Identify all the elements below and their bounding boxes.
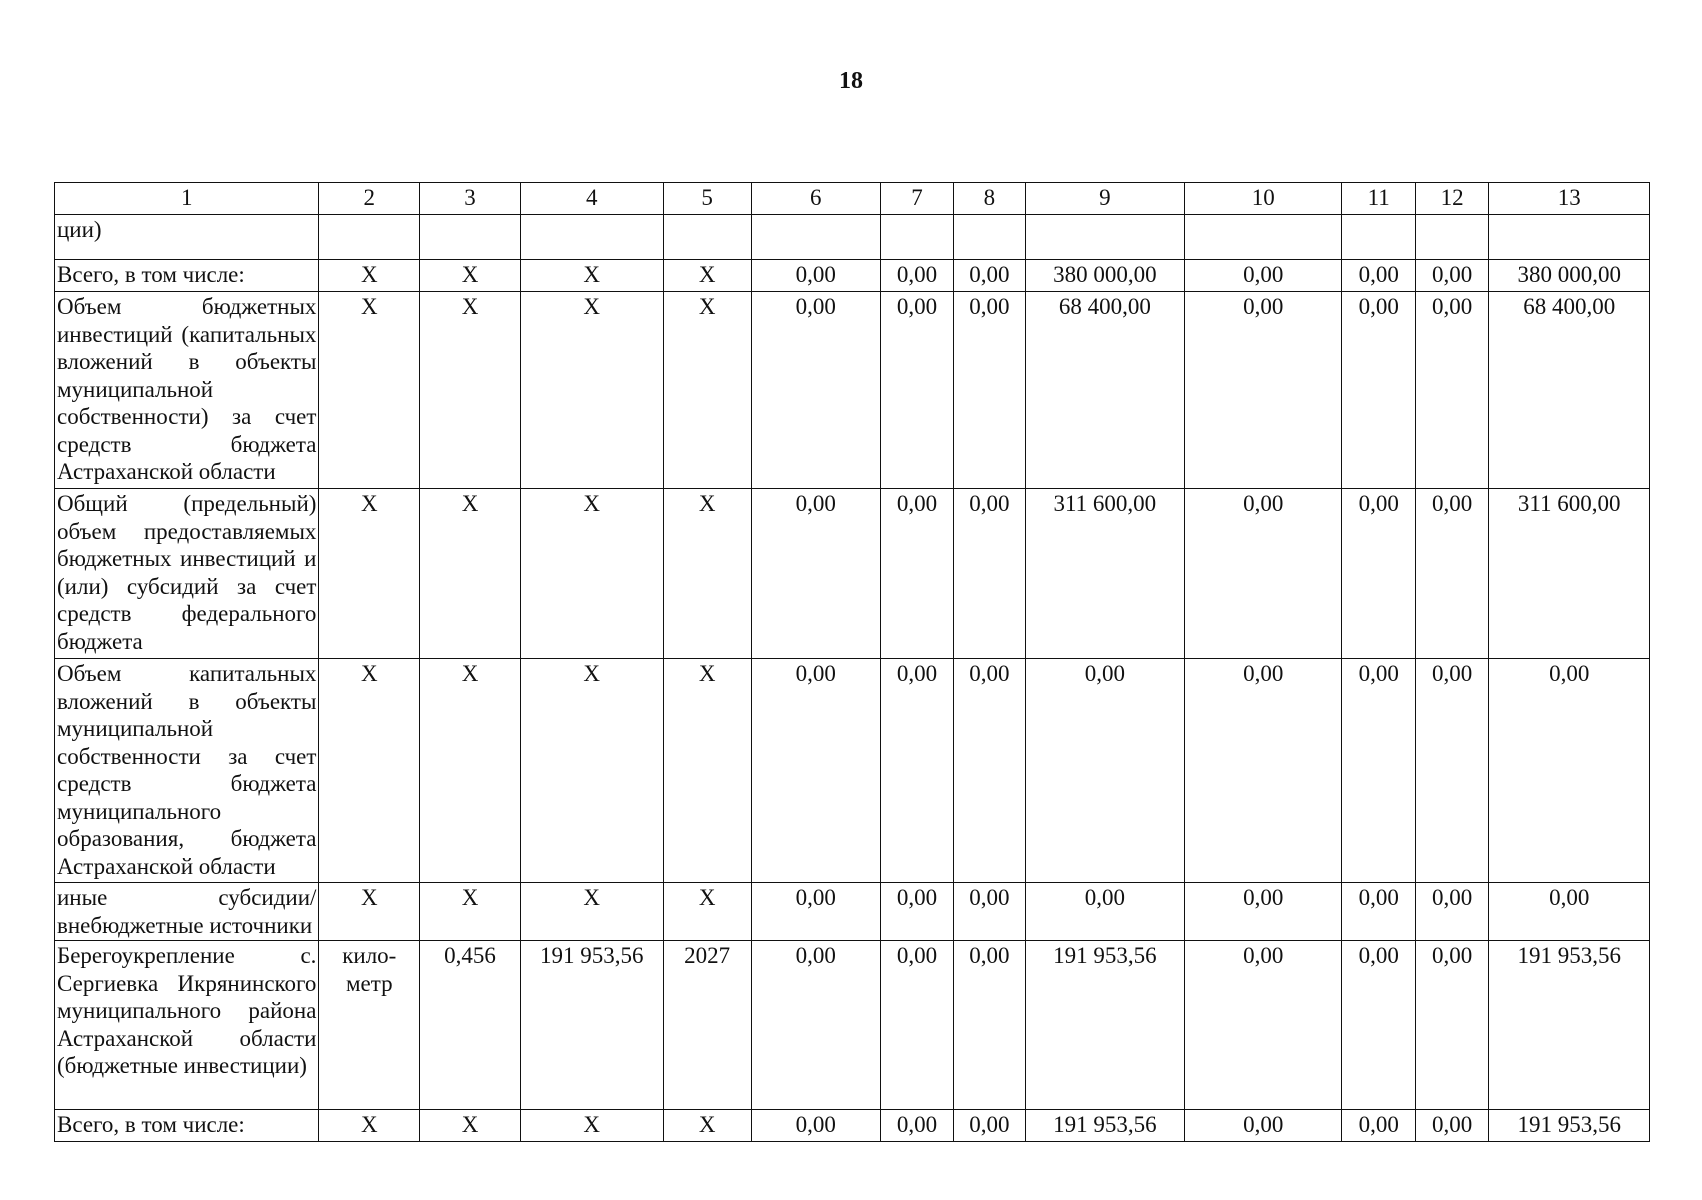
- table-cell: 0,00: [751, 292, 880, 489]
- table-cell: 0,00: [880, 1110, 953, 1142]
- table-cell: 0,00: [1415, 292, 1488, 489]
- table-cell: 0,00: [1025, 659, 1185, 883]
- table-cell: X: [663, 1110, 751, 1142]
- table-cell: X: [520, 489, 663, 659]
- table-row: [55, 292, 1650, 489]
- table-cell: 0,00: [751, 489, 880, 659]
- table-cell: 311 600,00: [1489, 489, 1650, 659]
- table-cell: 191 953,56: [1025, 1110, 1185, 1142]
- table-cell: [520, 215, 663, 260]
- table-cell: 0,00: [1415, 260, 1488, 292]
- budget-table: [54, 182, 1650, 1142]
- table-cell: 191 953,56: [1025, 941, 1185, 1110]
- table-cell: [954, 215, 1025, 260]
- table-cell: 0,00: [880, 659, 953, 883]
- table-cell: [1185, 215, 1342, 260]
- table-cell: 191 953,56: [520, 941, 663, 1110]
- table-cell: 0,00: [1415, 941, 1488, 1110]
- row-description: Берегоукрепление с. Сергиевка Икрянинского муниципального района Астраханской области (бюджетные инвестиции): [55, 941, 319, 1110]
- row-description: Общий (предельный) объем предоставляемых бюджетных инвестиций и (или) субсидий за счет средств федерального бюджета: [55, 489, 319, 659]
- table-cell: 0,00: [1342, 292, 1415, 489]
- table-cell: 0,00: [1185, 292, 1342, 489]
- table-cell: 0,00: [1415, 659, 1488, 883]
- table-row: [55, 260, 1650, 292]
- header-cell: 2: [319, 183, 420, 215]
- header-cell: 6: [751, 183, 880, 215]
- table-cell: [1489, 215, 1650, 260]
- table-cell: 0,00: [1489, 883, 1650, 941]
- table-cell: X: [319, 1110, 420, 1142]
- table-cell: X: [663, 883, 751, 941]
- table-cell: [1342, 215, 1415, 260]
- header-cell: 9: [1025, 183, 1185, 215]
- table-cell: [880, 215, 953, 260]
- table-cell: 0,00: [1489, 659, 1650, 883]
- page-number: 18: [839, 68, 863, 94]
- table-cell: [319, 215, 420, 260]
- table-cell: 0,00: [1415, 489, 1488, 659]
- table-cell: X: [663, 489, 751, 659]
- table-cell: 0,00: [954, 489, 1025, 659]
- table-cell: 0,00: [1185, 260, 1342, 292]
- table-cell: X: [520, 260, 663, 292]
- table-cell: 0,00: [954, 941, 1025, 1110]
- row-description: Объем бюджетных инвестиций (капитальных вложений в объекты муниципальной собственности) за счет средств бюджета Астраханской области: [55, 292, 319, 489]
- table-cell: X: [663, 292, 751, 489]
- table-cell: 0,00: [880, 941, 953, 1110]
- header-cell: 8: [954, 183, 1025, 215]
- header-cell: 5: [663, 183, 751, 215]
- table-cell: [663, 215, 751, 260]
- table-cell: 0,00: [751, 941, 880, 1110]
- header-cell: 7: [880, 183, 953, 215]
- row-description: Объем капитальных вложений в объекты муниципальной собственности за счет средств бюджета муниципального образования, бюджета Астраханской области: [55, 659, 319, 883]
- table-cell: 0,00: [751, 659, 880, 883]
- unit-cell: [319, 941, 420, 1110]
- table-cell: 0,00: [1342, 489, 1415, 659]
- header-cell: 11: [1342, 183, 1415, 215]
- table-cell: 0,00: [954, 883, 1025, 941]
- table-cell: 0,00: [1185, 1110, 1342, 1142]
- table-cell: 0,00: [1342, 941, 1415, 1110]
- table-cell: 0,00: [880, 260, 953, 292]
- table-cell: X: [319, 292, 420, 489]
- table-row: [55, 941, 1650, 1110]
- unit-line-1: кило-: [342, 943, 397, 968]
- table-cell: 0,00: [1342, 883, 1415, 941]
- header-cell: 3: [420, 183, 521, 215]
- table-cell: X: [420, 292, 521, 489]
- table-cell: 0,456: [420, 941, 521, 1110]
- table-cell: 0,00: [1415, 1110, 1488, 1142]
- table-cell: X: [319, 883, 420, 941]
- table-cell: 380 000,00: [1489, 260, 1650, 292]
- table-cell: 0,00: [880, 883, 953, 941]
- table-cell: 0,00: [1185, 941, 1342, 1110]
- table-cell: [751, 215, 880, 260]
- table-cell: X: [420, 1110, 521, 1142]
- table-cell: 0,00: [751, 1110, 880, 1142]
- table-cell: 0,00: [1342, 659, 1415, 883]
- table-cell: 0,00: [954, 659, 1025, 883]
- table-cell: 2027: [663, 941, 751, 1110]
- table-cell: X: [520, 292, 663, 489]
- table-cell: 0,00: [751, 260, 880, 292]
- table-cell: 0,00: [751, 883, 880, 941]
- header-cell: 12: [1415, 183, 1488, 215]
- header-cell: 1: [55, 183, 319, 215]
- table-cell: X: [520, 659, 663, 883]
- table-cell: 191 953,56: [1489, 941, 1650, 1110]
- header-cell: 13: [1489, 183, 1650, 215]
- table-cell: 191 953,56: [1489, 1110, 1650, 1142]
- table-row: [55, 659, 1650, 883]
- table-cell: X: [319, 489, 420, 659]
- table-cell: X: [520, 883, 663, 941]
- table-cell: X: [663, 659, 751, 883]
- table-row: [55, 215, 1650, 260]
- header-cell: 10: [1185, 183, 1342, 215]
- table-cell: 0,00: [954, 260, 1025, 292]
- table-cell: 0,00: [1185, 883, 1342, 941]
- table-cell: 311 600,00: [1025, 489, 1185, 659]
- table-cell: 0,00: [880, 292, 953, 489]
- table-cell: X: [420, 260, 521, 292]
- table-cell: 0,00: [954, 292, 1025, 489]
- table-cell: 0,00: [1415, 883, 1488, 941]
- unit-line-2: метр: [345, 970, 393, 996]
- table-cell: X: [420, 883, 521, 941]
- header-cell: 4: [520, 183, 663, 215]
- table-cell: 0,00: [1025, 883, 1185, 941]
- table-cell: X: [520, 1110, 663, 1142]
- table-cell: X: [319, 659, 420, 883]
- table-cell: X: [420, 489, 521, 659]
- table-cell: [1415, 215, 1488, 260]
- row-description: иные субсидии/ внебюджетные источники: [55, 883, 319, 941]
- table-cell: 68 400,00: [1489, 292, 1650, 489]
- table-cell: 0,00: [1185, 659, 1342, 883]
- table-row: [55, 1110, 1650, 1142]
- table-cell: 0,00: [1342, 1110, 1415, 1142]
- table-cell: 380 000,00: [1025, 260, 1185, 292]
- table-cell: 0,00: [1185, 489, 1342, 659]
- table-row: [55, 489, 1650, 659]
- table-cell: X: [663, 260, 751, 292]
- table-cell: X: [420, 659, 521, 883]
- row-description: Всего, в том числе:: [55, 1110, 319, 1142]
- table-cell: 0,00: [954, 1110, 1025, 1142]
- table-cell: 0,00: [1342, 260, 1415, 292]
- table-row: [55, 883, 1650, 941]
- table-cell: 0,00: [880, 489, 953, 659]
- table-cell: [1025, 215, 1185, 260]
- row-description: ции): [55, 215, 319, 260]
- table-cell: [420, 215, 521, 260]
- header-row: [55, 183, 1650, 215]
- table-cell: 68 400,00: [1025, 292, 1185, 489]
- table-cell: X: [319, 260, 420, 292]
- row-description: Всего, в том числе:: [55, 260, 319, 292]
